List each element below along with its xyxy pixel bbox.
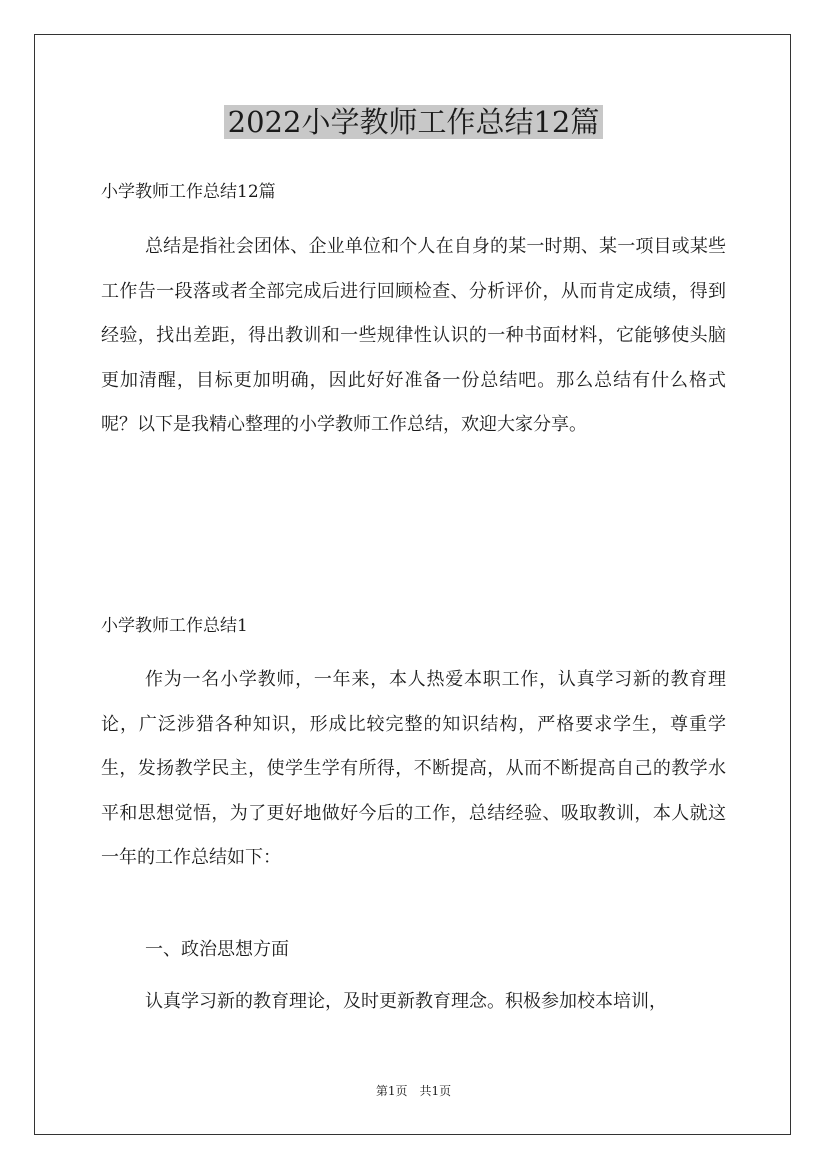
section-heading-1: 小学教师工作总结1	[101, 616, 248, 636]
page-total: 共1页	[419, 1084, 452, 1098]
document-title	[0, 102, 827, 142]
document-title-text: 2022小学教师工作总结12篇	[224, 105, 604, 139]
page-number: 第1页	[375, 1084, 408, 1098]
intro-paragraph: 总结是指社会团体、企业单位和个人在自身的某一时期、某一项目或某些工作告一段落或者全部完成后进行回顾检查、分析评价，从而肯定成绩，得到经验，找出差距，得出教训和一些规律性认识的一种书面材料，它能够使头脑更加清醒，目标更加明确，因此好好准备一份总结吧。那么总结有什么格式呢？以下是我精心整理的小学教师工作总结，欢迎大家分享。	[101, 236, 726, 436]
subsection-heading-politics: 一、政治思想方面	[145, 939, 289, 960]
section-1-paragraph: 作为一名小学教师，一年来，本人热爱本职工作，认真学习新的教育理论，广泛涉猎各种知识，形成比较完整的知识结构，严格要求学生，尊重学生，发扬教学民主，使学生学有所得，不断提高，从而不断提高自己的教学水平和思想觉悟，为了更好地做好今后的工作，总结经验、吸取教训，本人就这一年的工作总结如下：	[101, 669, 726, 869]
document-subtitle: 小学教师工作总结12篇	[101, 182, 276, 202]
subsection-1-paragraph: 认真学习新的教育理论，及时更新教育理念。积极参加校本培训，	[145, 991, 667, 1012]
page-footer	[0, 1082, 827, 1100]
